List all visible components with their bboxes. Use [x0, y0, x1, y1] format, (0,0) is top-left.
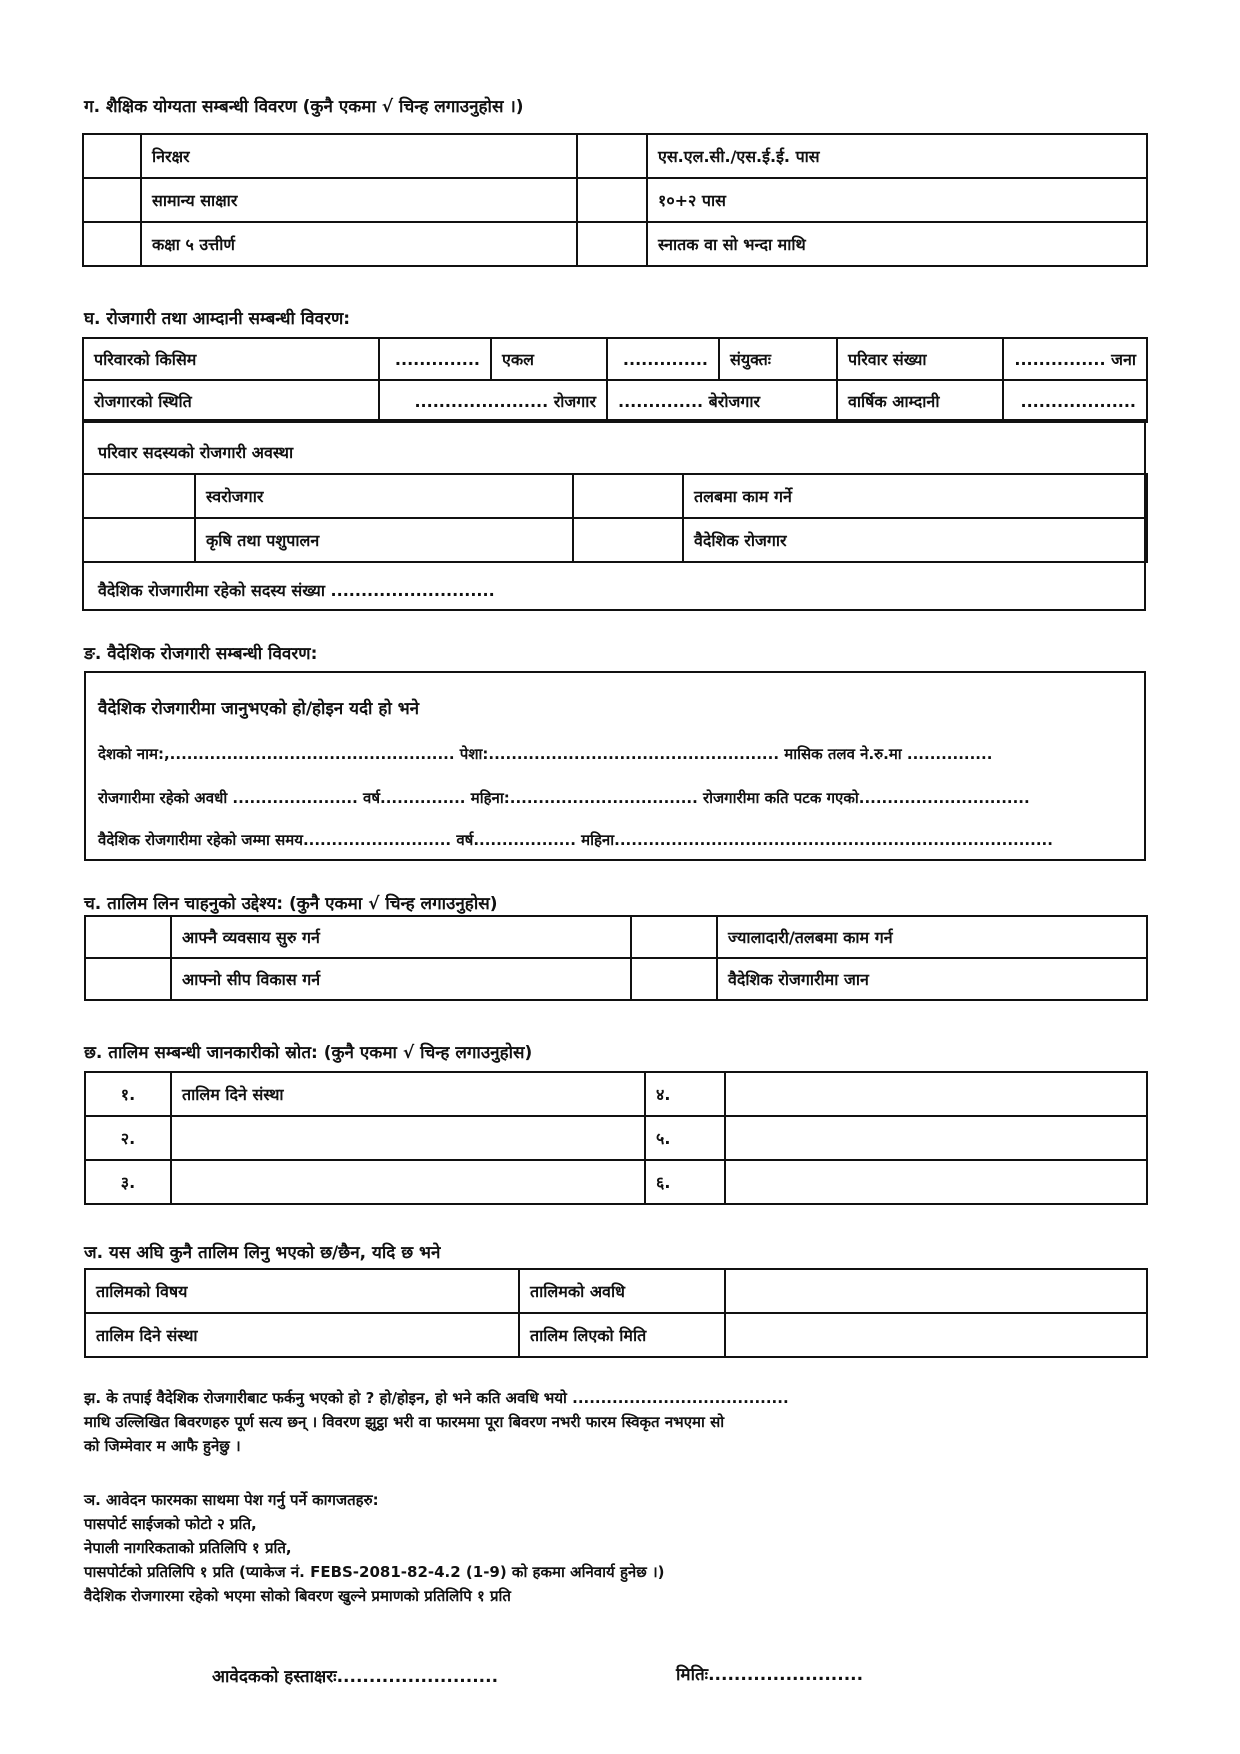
family-joint-blank[interactable]: ..............	[607, 338, 719, 380]
education-checkbox-grade5[interactable]	[83, 222, 141, 266]
family-joint-label: संयुक्तः	[719, 338, 837, 380]
family-count-label: परिवार संख्या	[837, 338, 1003, 380]
document-item-passport: पासपोर्टको प्रतिलिपि १ प्रति (प्याकेज नं. FEBS-2081-82-4.2 (1-9) को हकमा अनिवार्य हुनेछ ।)	[84, 1563, 665, 1581]
education-table	[82, 133, 1148, 267]
purpose-option-skill: आफ्नो सीप विकास गर्न	[171, 958, 631, 1000]
family-type-label: परिवारको किसिम	[83, 338, 379, 380]
family-single-label: एकल	[491, 338, 607, 380]
training-date-label: तालिम लिएको मिति	[519, 1313, 725, 1357]
documents-title: ञ. आवेदन फारमका साथमा पेश गर्नु पर्ने कागजतहरु:	[84, 1491, 379, 1509]
annual-income-label: वार्षिक आम्दानी	[837, 380, 1003, 422]
source-item-2[interactable]	[171, 1116, 645, 1160]
family-single-blank[interactable]: ..............	[379, 338, 491, 380]
total-time-line[interactable]: वैदेशिक रोजगारीमा रहेको जम्मा समय.......................... वर्ष.................. महिना.............................................................................	[98, 831, 1053, 849]
education-section-title: ग. शैक्षिक योग्यता सम्बन्धी विवरण (कुनै एकमा √ चिन्ह लगाउनुहोस ।)	[84, 97, 524, 117]
salaried-checkbox[interactable]	[573, 474, 683, 518]
source-table	[84, 1071, 1148, 1205]
source-section-title: छ. तालिम सम्बन्धी जानकारीको स्रोत: (कुनै एकमा √ चिन्ह लगाउनुहोस)	[84, 1043, 533, 1063]
education-checkbox-illiterate[interactable]	[83, 134, 141, 178]
source-item-1[interactable]: तालिम दिने संस्था	[171, 1072, 645, 1116]
source-number-3: ३.	[85, 1160, 171, 1204]
purpose-checkbox-foreign[interactable]	[631, 958, 717, 1000]
education-option-grade5: कक्षा ५ उत्तीर्ण	[141, 222, 577, 266]
purpose-checkbox-skill[interactable]	[85, 958, 171, 1000]
source-number-2: २.	[85, 1116, 171, 1160]
purpose-option-business: आफ्नै व्यवसाय सुरु गर्न	[171, 916, 631, 958]
training-provider-field[interactable]: तालिम दिने संस्था	[85, 1313, 519, 1357]
family-count-field[interactable]: ............... जना	[1003, 338, 1147, 380]
declaration-line-1: माथि उल्लिखित बिवरणहरु पूर्ण सत्य छन् । विवरण झुट्ठा भरी वा फारममा पूरा बिवरण नभरी फारम स्विकृत नभएमा सो	[84, 1413, 725, 1431]
signature-date-field[interactable]: मितिः........................	[676, 1665, 864, 1685]
purpose-checkbox-wage[interactable]	[631, 916, 717, 958]
member-status-table	[82, 473, 1148, 563]
training-duration-label: तालिमको अवधि	[519, 1269, 725, 1313]
source-item-4[interactable]	[725, 1072, 1147, 1116]
education-option-plus-two: १०+२ पास	[647, 178, 1147, 222]
foreign-employment-label: वैदेशिक रोजगार	[683, 518, 1147, 562]
annual-income-field[interactable]: ...................	[1003, 380, 1147, 422]
purpose-checkbox-business[interactable]	[85, 916, 171, 958]
education-checkbox-bachelor[interactable]	[577, 222, 647, 266]
education-checkbox-plus-two[interactable]	[577, 178, 647, 222]
training-duration-field[interactable]	[725, 1269, 1147, 1313]
training-date-field[interactable]	[725, 1313, 1147, 1357]
purpose-table	[84, 915, 1148, 1001]
document-item-citizenship: नेपाली नागरिकताको प्रतिलिपि १ प्रति,	[84, 1539, 292, 1557]
source-number-4: ४.	[645, 1072, 725, 1116]
purpose-option-foreign: वैदेशिक रोजगारीमा जान	[717, 958, 1147, 1000]
employment-section-title: घ. रोजगारी तथा आम्दानी सम्बन्धी विवरण:	[84, 309, 351, 329]
source-item-3[interactable]	[171, 1160, 645, 1204]
declaration-line-2: को जिम्मेवार म आफै हुनेछु ।	[84, 1437, 241, 1455]
agriculture-checkbox[interactable]	[83, 518, 195, 562]
education-checkbox-literate[interactable]	[83, 178, 141, 222]
employment-table	[82, 337, 1148, 423]
source-item-6[interactable]	[725, 1160, 1147, 1204]
education-option-slc: एस.एल.सी./एस.ई.ई. पास	[647, 134, 1147, 178]
purpose-section-title: च. तालिम लिन चाहनुको उद्देश्य: (कुनै एकमा √ चिन्ह लगाउनुहोस)	[84, 894, 498, 914]
salaried-label: तलबमा काम गर्ने	[683, 474, 1147, 518]
agriculture-label: कृषि तथा पशुपालन	[195, 518, 573, 562]
education-checkbox-slc[interactable]	[577, 134, 647, 178]
education-option-illiterate: निरक्षर	[141, 134, 577, 178]
returnee-question[interactable]: झ. के तपाई वैदेशिक रोजगारीबाट फर्कनु भएको हो ? हो/होइन, हो भने कति अवधि भयो ......................................	[84, 1389, 789, 1407]
document-item-photo: पासपोर्ट साईजको फोटो २ प्रति,	[84, 1515, 257, 1533]
purpose-option-wage: ज्यालादारी/तलबमा काम गर्न	[717, 916, 1147, 958]
employed-field[interactable]: ...................... रोजगार	[379, 380, 607, 422]
source-number-5: ५.	[645, 1116, 725, 1160]
foreign-employment-section-title: ङ. वैदेशिक रोजगारी सम्बन्धी विवरण:	[84, 644, 318, 664]
education-option-literate: सामान्य साक्षार	[141, 178, 577, 222]
foreign-employment-checkbox[interactable]	[573, 518, 683, 562]
foreign-employment-question: वैदेशिक रोजगारीमा जानुभएको हो/होइन यदी हो भने	[98, 699, 420, 719]
country-occupation-salary-line[interactable]: देशको नाम:,.................................................. पेशा:................................................... मासिक तलव ने.रु.मा ...............	[98, 745, 993, 763]
self-employed-label: स्वरोजगार	[195, 474, 573, 518]
source-number-6: ६.	[645, 1160, 725, 1204]
source-number-1: १.	[85, 1072, 171, 1116]
member-status-label: परिवार सदस्यको रोजगारी अवस्था	[98, 443, 294, 462]
document-item-foreign-proof: वैदेशिक रोजगारमा रहेको भएमा सोको बिवरण खुल्ने प्रमाणको प्रतिलिपि १ प्रति	[84, 1587, 511, 1605]
foreign-member-count-field[interactable]: वैदेशिक रोजगारीमा रहेको सदस्य संख्या ...........................	[98, 581, 495, 600]
employment-status-label: रोजगारको स्थिति	[83, 380, 379, 422]
education-option-bachelor: स्नातक वा सो भन्दा माथि	[647, 222, 1147, 266]
prior-training-section-title: ज. यस अघि कुनै तालिम लिनु भएको छ/छैन, यदि छ भने	[84, 1243, 441, 1263]
training-subject-field[interactable]: तालिमको विषय	[85, 1269, 519, 1313]
prior-training-table	[84, 1268, 1148, 1358]
source-item-5[interactable]	[725, 1116, 1147, 1160]
employment-duration-line[interactable]: रोजगारीमा रहेको अवधी ...................... वर्ष............... महिना:................................. रोजगारीमा कति पटक गएको..............................	[98, 789, 1030, 807]
self-employed-checkbox[interactable]	[83, 474, 195, 518]
applicant-signature-field[interactable]: आवेदकको हस्ताक्षरः.........................	[212, 1667, 499, 1687]
unemployed-field[interactable]: .............. बेरोजगार	[607, 380, 837, 422]
